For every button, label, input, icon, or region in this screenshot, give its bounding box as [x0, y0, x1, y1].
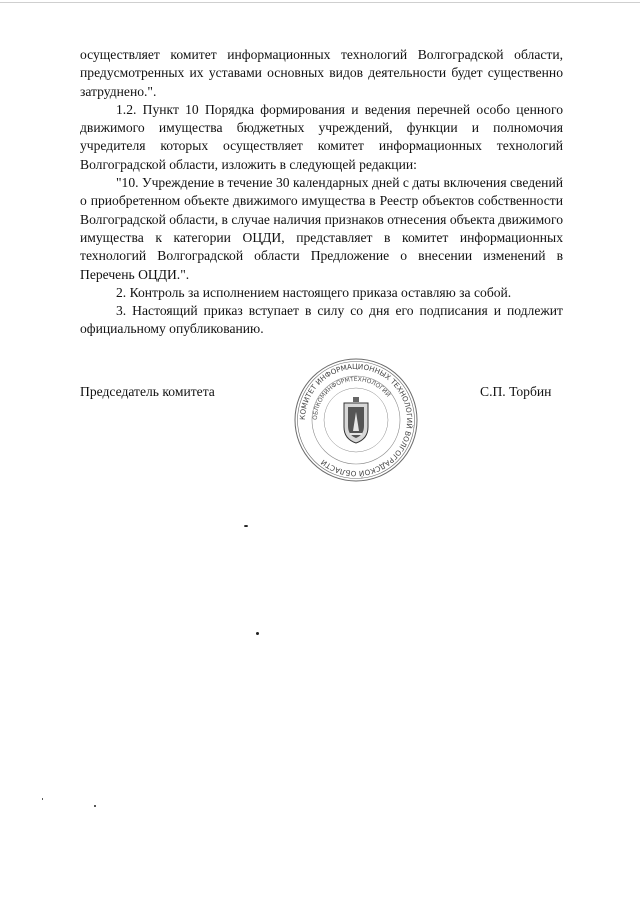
document-body — [80, 46, 563, 339]
coat-of-arms-icon — [344, 397, 368, 443]
scan-speck — [256, 632, 259, 635]
scan-speck — [42, 798, 43, 800]
paragraph-continuation: осуществляет комитет информационных технологий Волгоградской области, предусмотренных их уставами основных видов деятельности будет существенно затруднено.". — [80, 47, 563, 99]
paragraph-1-2: 1.2. Пункт 10 Порядка формирования и ведения перечней особо ценного движимого имущества бюджетных учреждений, функции и полномочия учредителя которых осуществляет комитет информационных технологий Волгоградской области, изложить в следующей редакции: — [80, 101, 563, 172]
paragraph-3: 3. Настоящий приказ вступает в силу со дня его подписания и подлежит официальному опубликованию. — [80, 303, 563, 337]
official-seal — [293, 357, 419, 483]
scan-speck — [94, 805, 96, 807]
signature-name: С.П. Торбин — [480, 384, 552, 399]
scan-top-edge — [0, 2, 640, 3]
seal-outer-text: КОМИТЕТ ИНФОРМАЦИОННЫХ ТЕХНОЛОГИЙ ВОЛГОГРАДСКОЙ ОБЛАСТИ — [297, 361, 415, 479]
scan-speck — [244, 525, 248, 527]
paragraph-quote-10: "10. Учреждение в течение 30 календарных дней с даты включения сведений о приобретенном объекте движимого имущества в Реестр объектов собственности Волгоградской области, в случае наличия признаков отнесения объекта движимого имущества к категории ОЦДИ, представляет в комитет информационных технологий Волгоградской области Предложение о внесении изменений в Перечень ОЦДИ.". — [80, 175, 563, 282]
paragraph-2: 2. Контроль за исполнением настоящего приказа оставляю за собой. — [116, 284, 512, 300]
signature-position: Председатель комитета — [80, 384, 215, 399]
seal-inner-text: ОБЛКОМИНФОРМТЕХНОЛОГИЙ — [311, 375, 392, 421]
